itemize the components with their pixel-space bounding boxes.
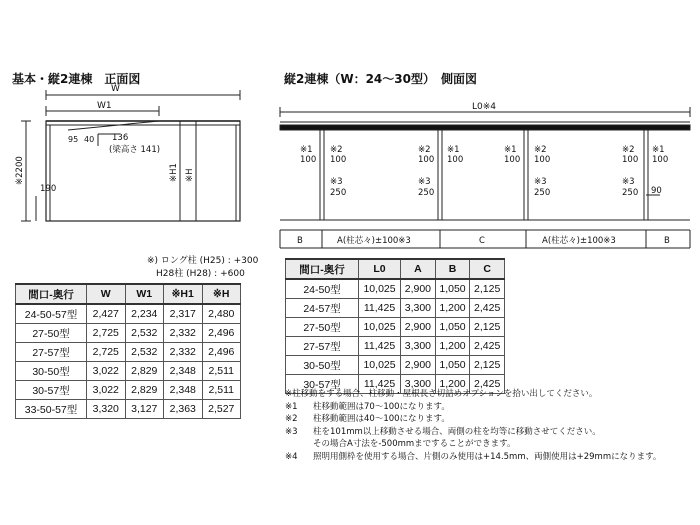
table-cell: 1,050: [435, 318, 470, 337]
table-cell: 2,317: [164, 304, 203, 324]
dim-100: 100: [418, 155, 435, 165]
dim-2200: ※2200: [15, 156, 25, 185]
table-cell: 2,332: [164, 324, 203, 343]
dim-h: ※H: [185, 168, 195, 182]
table-row: [16, 304, 241, 324]
dim-w1: W1: [97, 101, 112, 111]
table-cell: 33-50-57型: [16, 400, 87, 419]
footnote-tag: ※2: [285, 414, 298, 424]
side-view-title: 縦2連棟（W：24〜30型） 側面図: [284, 72, 477, 86]
footnote-tag: ※4: [285, 451, 298, 462]
table-cell: 2,725: [87, 324, 126, 343]
table-cell: 2,125: [470, 356, 505, 375]
footnote: [285, 388, 661, 401]
pillar-note-2: H28柱 (H28) : +600: [156, 269, 245, 279]
table-cell: 2,829: [125, 381, 164, 400]
table-cell: 27-50型: [286, 318, 359, 337]
table-cell: 3,022: [87, 381, 126, 400]
dim-100: 100: [652, 155, 669, 165]
table-cell: 24-50-57型: [16, 304, 87, 324]
header-cell: ※H: [202, 284, 241, 304]
table-cell: 30-50型: [16, 362, 87, 381]
header-cell: 間口-奥行: [16, 284, 87, 304]
segment-b-left: B: [297, 236, 303, 246]
table-cell: 2,900: [401, 318, 436, 337]
table-cell: 2,511: [202, 381, 241, 400]
table-cell: 24-50型: [286, 279, 359, 299]
dim-100: 100: [300, 155, 317, 165]
table-cell: 2,900: [401, 356, 436, 375]
dim-250: 250: [418, 188, 435, 198]
table-row: [286, 356, 505, 375]
table-cell: 27-50型: [16, 324, 87, 343]
dim-h1: ※H1: [169, 163, 179, 182]
header-cell: 間口-奥行: [286, 259, 359, 279]
footnote: [285, 426, 661, 439]
table-row: [16, 400, 241, 419]
note-2: ※2: [418, 145, 431, 155]
table-cell: 2,425: [470, 375, 505, 394]
table-cell: 3,022: [87, 362, 126, 381]
header-cell: L0: [359, 259, 401, 279]
table-header-row: [286, 259, 505, 279]
header-cell: C: [470, 259, 505, 279]
table-cell: 3,127: [125, 400, 164, 419]
dim-100: 100: [447, 155, 464, 165]
footnote-tag: ※柱移動をする場合、柱移動・屋根長さ切詰めオプションを拾い出してください。: [285, 389, 598, 399]
front-dimension-table: [15, 283, 241, 419]
dim-190: 190: [40, 184, 57, 194]
side-dimension-table: [285, 258, 505, 394]
table-cell: 2,125: [470, 318, 505, 337]
header-cell: W: [87, 284, 126, 304]
footnote-tag: ※3: [285, 426, 298, 437]
front-view-title: 基本・縦2連棟 正面図: [12, 72, 141, 86]
beam-height: (梁高さ 141): [109, 145, 161, 155]
table-cell: 2,425: [470, 337, 505, 356]
table-cell: 11,425: [359, 299, 401, 318]
note-3: ※3: [622, 177, 635, 187]
dim-100: 100: [534, 155, 551, 165]
dim-40: 40: [84, 135, 95, 144]
table-row: [16, 343, 241, 362]
table-cell: 2,234: [125, 304, 164, 324]
table-cell: 2,480: [202, 304, 241, 324]
note-2: ※2: [330, 145, 343, 155]
table-cell: 1,200: [435, 375, 470, 394]
table-cell: 24-57型: [286, 299, 359, 318]
table-cell: 11,425: [359, 375, 401, 394]
table-cell: 2,348: [164, 362, 203, 381]
table-cell: 1,050: [435, 356, 470, 375]
table-cell: 2,427: [87, 304, 126, 324]
table-row: [286, 318, 505, 337]
table-cell: 27-57型: [286, 337, 359, 356]
note-3: ※3: [418, 177, 431, 187]
table-row: [16, 324, 241, 343]
dim-90: 90: [651, 186, 662, 196]
table-cell: 2,125: [470, 279, 505, 299]
dim-w: W: [111, 84, 120, 94]
dim-100: 100: [504, 155, 521, 165]
dim-250: 250: [622, 188, 639, 198]
segment-a-right: A(柱芯々)±100※3: [542, 236, 616, 246]
table-cell: 30-57型: [286, 375, 359, 394]
table-cell: 2,348: [164, 381, 203, 400]
dim-100: 100: [330, 155, 347, 165]
table-row: [16, 381, 241, 400]
dim-l0: L0※4: [472, 102, 497, 112]
table-cell: 1,050: [435, 279, 470, 299]
table-cell: 2,725: [87, 343, 126, 362]
table-header-row: [16, 284, 241, 304]
segment-c: C: [479, 236, 485, 246]
note-2: ※2: [622, 145, 635, 155]
footnote: [285, 401, 661, 414]
footnotes: [285, 388, 661, 463]
footnote-text: 柱移動範囲は70〜100になります。: [313, 401, 450, 412]
pillar-note-1: ※) ロング柱 (H25) : +300: [147, 256, 259, 266]
note-3: ※3: [330, 177, 343, 187]
table-cell: 10,025: [359, 318, 401, 337]
footnote-text: 柱移動範囲は40〜100になります。: [313, 414, 450, 424]
footnote: [285, 413, 661, 426]
table-cell: 2,532: [125, 343, 164, 362]
table-cell: 1,200: [435, 299, 470, 318]
dim-100: 100: [622, 155, 639, 165]
footnote-tag: ※1: [285, 401, 298, 412]
table-cell: 2,496: [202, 343, 241, 362]
footnote: [285, 438, 661, 451]
table-cell: 2,425: [470, 299, 505, 318]
table-cell: 2,363: [164, 400, 203, 419]
note-1: ※1: [300, 145, 313, 155]
dim-250: 250: [330, 188, 347, 198]
dim-250: 250: [534, 188, 551, 198]
table-cell: 2,511: [202, 362, 241, 381]
note-3: ※3: [534, 177, 547, 187]
table-cell: 11,425: [359, 337, 401, 356]
table-row: [286, 299, 505, 318]
table-cell: 2,496: [202, 324, 241, 343]
table-cell: 2,532: [125, 324, 164, 343]
note-1: ※1: [652, 145, 665, 155]
table-cell: 3,300: [401, 337, 436, 356]
header-cell: W1: [125, 284, 164, 304]
table-cell: 30-50型: [286, 356, 359, 375]
footnote-text: 柱を101mm以上移動させる場合、両側の柱を均等に移動させてください。: [313, 426, 601, 437]
segment-b-right: B: [664, 236, 670, 246]
header-cell: A: [401, 259, 436, 279]
table-cell: 2,900: [401, 279, 436, 299]
table-row: [286, 337, 505, 356]
dim-95: 95: [68, 135, 79, 144]
footnote-text: その場合A寸法を-500mmまですることができます。: [313, 439, 516, 449]
table-cell: 2,527: [202, 400, 241, 419]
header-cell: ※H1: [164, 284, 203, 304]
footnote: [285, 451, 661, 464]
note-2: ※2: [534, 145, 547, 155]
dim-136: 136: [112, 133, 129, 143]
table-cell: 3,300: [401, 299, 436, 318]
table-row: [16, 362, 241, 381]
table-cell: 30-57型: [16, 381, 87, 400]
table-cell: 2,332: [164, 343, 203, 362]
table-row: [286, 279, 505, 299]
table-cell: 3,320: [87, 400, 126, 419]
table-cell: 27-57型: [16, 343, 87, 362]
note-1: ※1: [447, 145, 460, 155]
table-cell: 10,025: [359, 356, 401, 375]
table-cell: 1,200: [435, 337, 470, 356]
note-1: ※1: [504, 145, 517, 155]
footnote-text: 照明用側枠を使用する場合、片側のみ使用は+14.5mm、両側使用は+29mmになります。: [313, 451, 662, 462]
table-cell: 3,300: [401, 375, 436, 394]
header-cell: B: [435, 259, 470, 279]
segment-a-left: A(柱芯々)±100※3: [337, 236, 411, 246]
table-cell: 2,829: [125, 362, 164, 381]
table-cell: 10,025: [359, 279, 401, 299]
